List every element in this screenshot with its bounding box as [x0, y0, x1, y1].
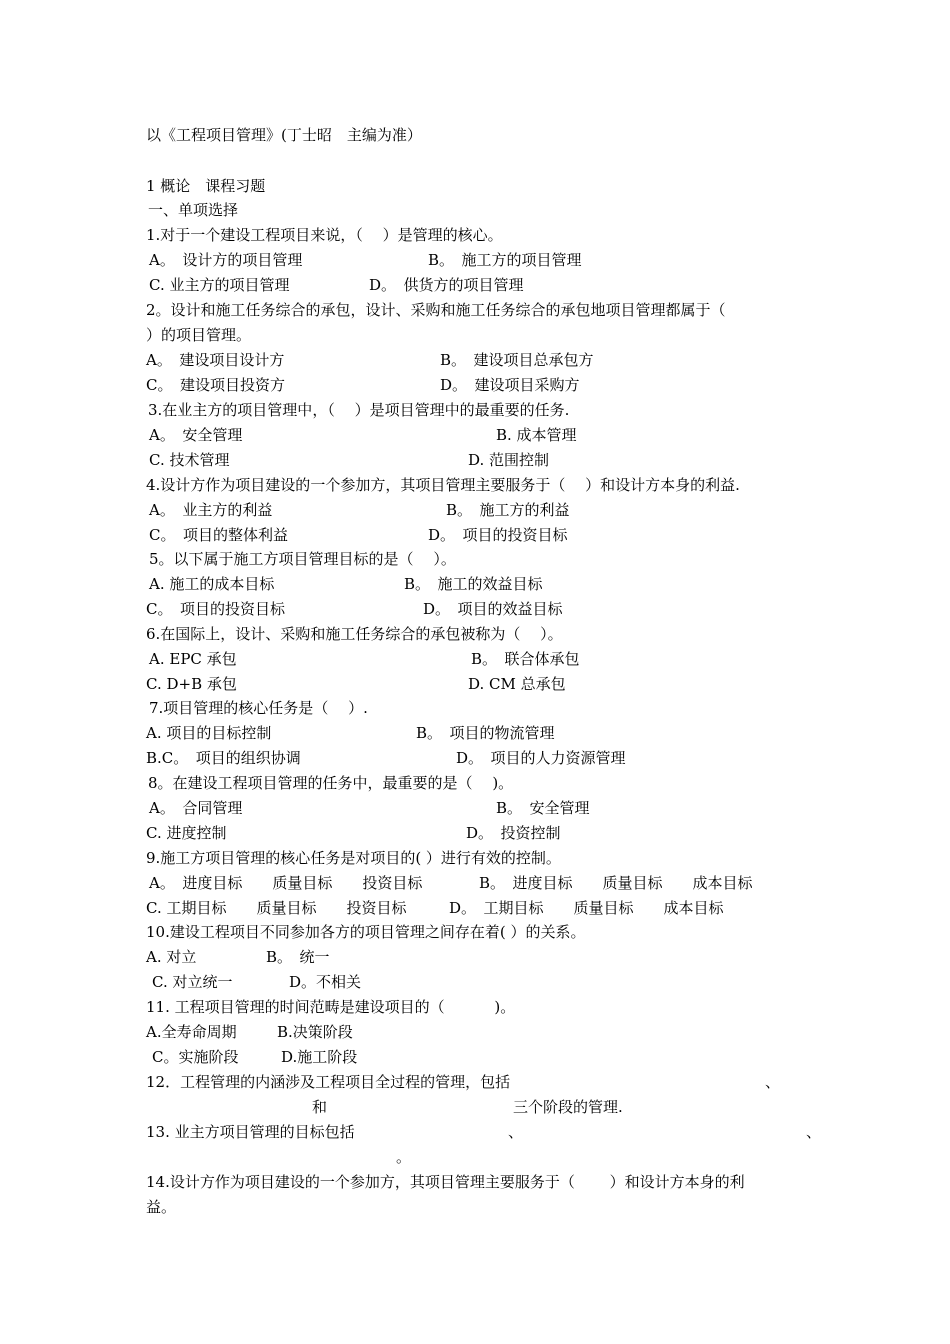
question-stem: 5。以下属于施工方项目管理目标的是（ ）。	[149, 550, 456, 568]
option-a: A. 对立	[146, 948, 197, 966]
question-stem: 2。设计和施工任务综合的承包，设计、采购和施工任务综合的承包地项目管理都属于（	[146, 301, 726, 319]
option-c: C. 进度控制	[146, 824, 227, 842]
question-stem: 9.施工方项目管理的核心任务是对项目的( ）进行有效的控制。	[146, 849, 561, 867]
option-d: D. 范围控制	[468, 451, 550, 469]
question-stem-continued: ）的项目管理。	[146, 326, 252, 344]
option-b: B. 成本管理	[496, 426, 577, 444]
blank-suffix: 三个阶段的管理.	[513, 1098, 623, 1116]
option-d: D。 工期目标 质量目标 成本目标	[449, 899, 724, 917]
question-stem: 12．工程管理的内涵涉及工程项目全过程的管理，包括	[146, 1073, 511, 1091]
option-c: B.C。 项目的组织协调	[146, 749, 301, 767]
option-c: C. 业主方的项目管理	[149, 276, 290, 294]
section-title: 一、单项选择	[148, 201, 239, 219]
option-d: D。不相关	[289, 973, 362, 991]
option-a: A。 业主方的利益	[149, 501, 273, 519]
chapter-title: 1 概论 课程习题	[146, 177, 266, 195]
option-d: D。 投资控制	[466, 824, 561, 842]
option-b: B。 联合体承包	[471, 650, 580, 668]
option-b: B。 安全管理	[496, 799, 590, 817]
option-b: B。 统一	[266, 948, 330, 966]
question-stem: 6.在国际上，设计、采购和施工任务综合的承包被称为（ ）。	[146, 625, 563, 643]
option-a: A。 合同管理	[149, 799, 243, 817]
blank-suffix: 。	[396, 1148, 412, 1166]
question-stem-continued: 益。	[146, 1198, 177, 1216]
option-b: B。 进度目标 质量目标 成本目标	[479, 874, 753, 892]
question-stem: 13. 业主方项目管理的目标包括	[146, 1123, 355, 1141]
option-d: D. CM 总承包	[468, 675, 566, 693]
option-d: D。 供货方的项目管理	[369, 276, 524, 294]
option-b: B。 项目的物流管理	[416, 724, 555, 742]
option-b: B。 施工方的利益	[446, 501, 570, 519]
question-stem: 3.在业主方的项目管理中，（ ）是项目管理中的最重要的任务.	[148, 401, 570, 419]
option-b: B。 施工的效益目标	[404, 575, 543, 593]
option-d: D。 项目的投资目标	[428, 526, 568, 544]
option-a: A. 项目的目标控制	[146, 724, 272, 742]
option-a: A. 施工的成本目标	[149, 575, 275, 593]
option-a: A。 建设项目设计方	[146, 351, 285, 369]
document-header: 以《工程项目管理》(丁士昭 主编为准）	[146, 126, 422, 144]
blank-separator: 、	[806, 1123, 822, 1141]
option-a: A。 安全管理	[149, 426, 243, 444]
option-b: B。 建设项目总承包方	[440, 351, 594, 369]
option-c: C. 工期目标 质量目标 投资目标	[146, 899, 407, 917]
option-c: C. D+B 承包	[146, 675, 237, 693]
question-stem: 1.对于一个建设工程项目来说，（ ）是管理的核心。	[146, 226, 503, 244]
option-c: C。实施阶段	[152, 1048, 239, 1066]
question-stem: 4.设计方作为项目建设的一个参加方，其项目管理主要服务于（ ）和设计方本身的利益.	[146, 476, 740, 494]
option-c: C. 对立统一	[152, 973, 233, 991]
option-a: A。 设计方的项目管理	[149, 251, 303, 269]
option-d: D。 项目的效益目标	[423, 600, 563, 618]
option-c: C。 项目的投资目标	[146, 600, 285, 618]
question-stem: 8。在建设工程项目管理的任务中，最重要的是（ )。	[148, 774, 514, 792]
option-b: B.决策阶段	[277, 1023, 353, 1041]
blank-separator: 、	[508, 1123, 524, 1141]
option-a: A.全寿命周期	[146, 1023, 237, 1041]
option-d: D.施工阶段	[281, 1048, 358, 1066]
blank-separator: 和	[312, 1098, 328, 1116]
option-d: D。 项目的人力资源管理	[456, 749, 626, 767]
option-c: C。 项目的整体利益	[149, 526, 288, 544]
question-stem: 7.项目管理的核心任务是（ ）.	[149, 699, 368, 717]
blank-separator: 、	[765, 1073, 781, 1091]
option-c: C. 技术管理	[149, 451, 230, 469]
option-a: A。 进度目标 质量目标 投资目标	[149, 874, 423, 892]
option-a: A. EPC 承包	[149, 650, 237, 668]
option-b: B。 施工方的项目管理	[428, 251, 582, 269]
question-stem: 10.建设工程项目不同参加各方的项目管理之间存在着( ）的关系。	[146, 923, 586, 941]
question-stem: 11. 工程项目管理的时间范畴是建设项目的（ )。	[146, 998, 516, 1016]
option-c: C。 建设项目投资方	[146, 376, 285, 394]
option-d: D。 建设项目采购方	[440, 376, 580, 394]
question-stem: 14.设计方作为项目建设的一个参加方，其项目管理主要服务于（ ）和设计方本身的利	[146, 1173, 745, 1191]
